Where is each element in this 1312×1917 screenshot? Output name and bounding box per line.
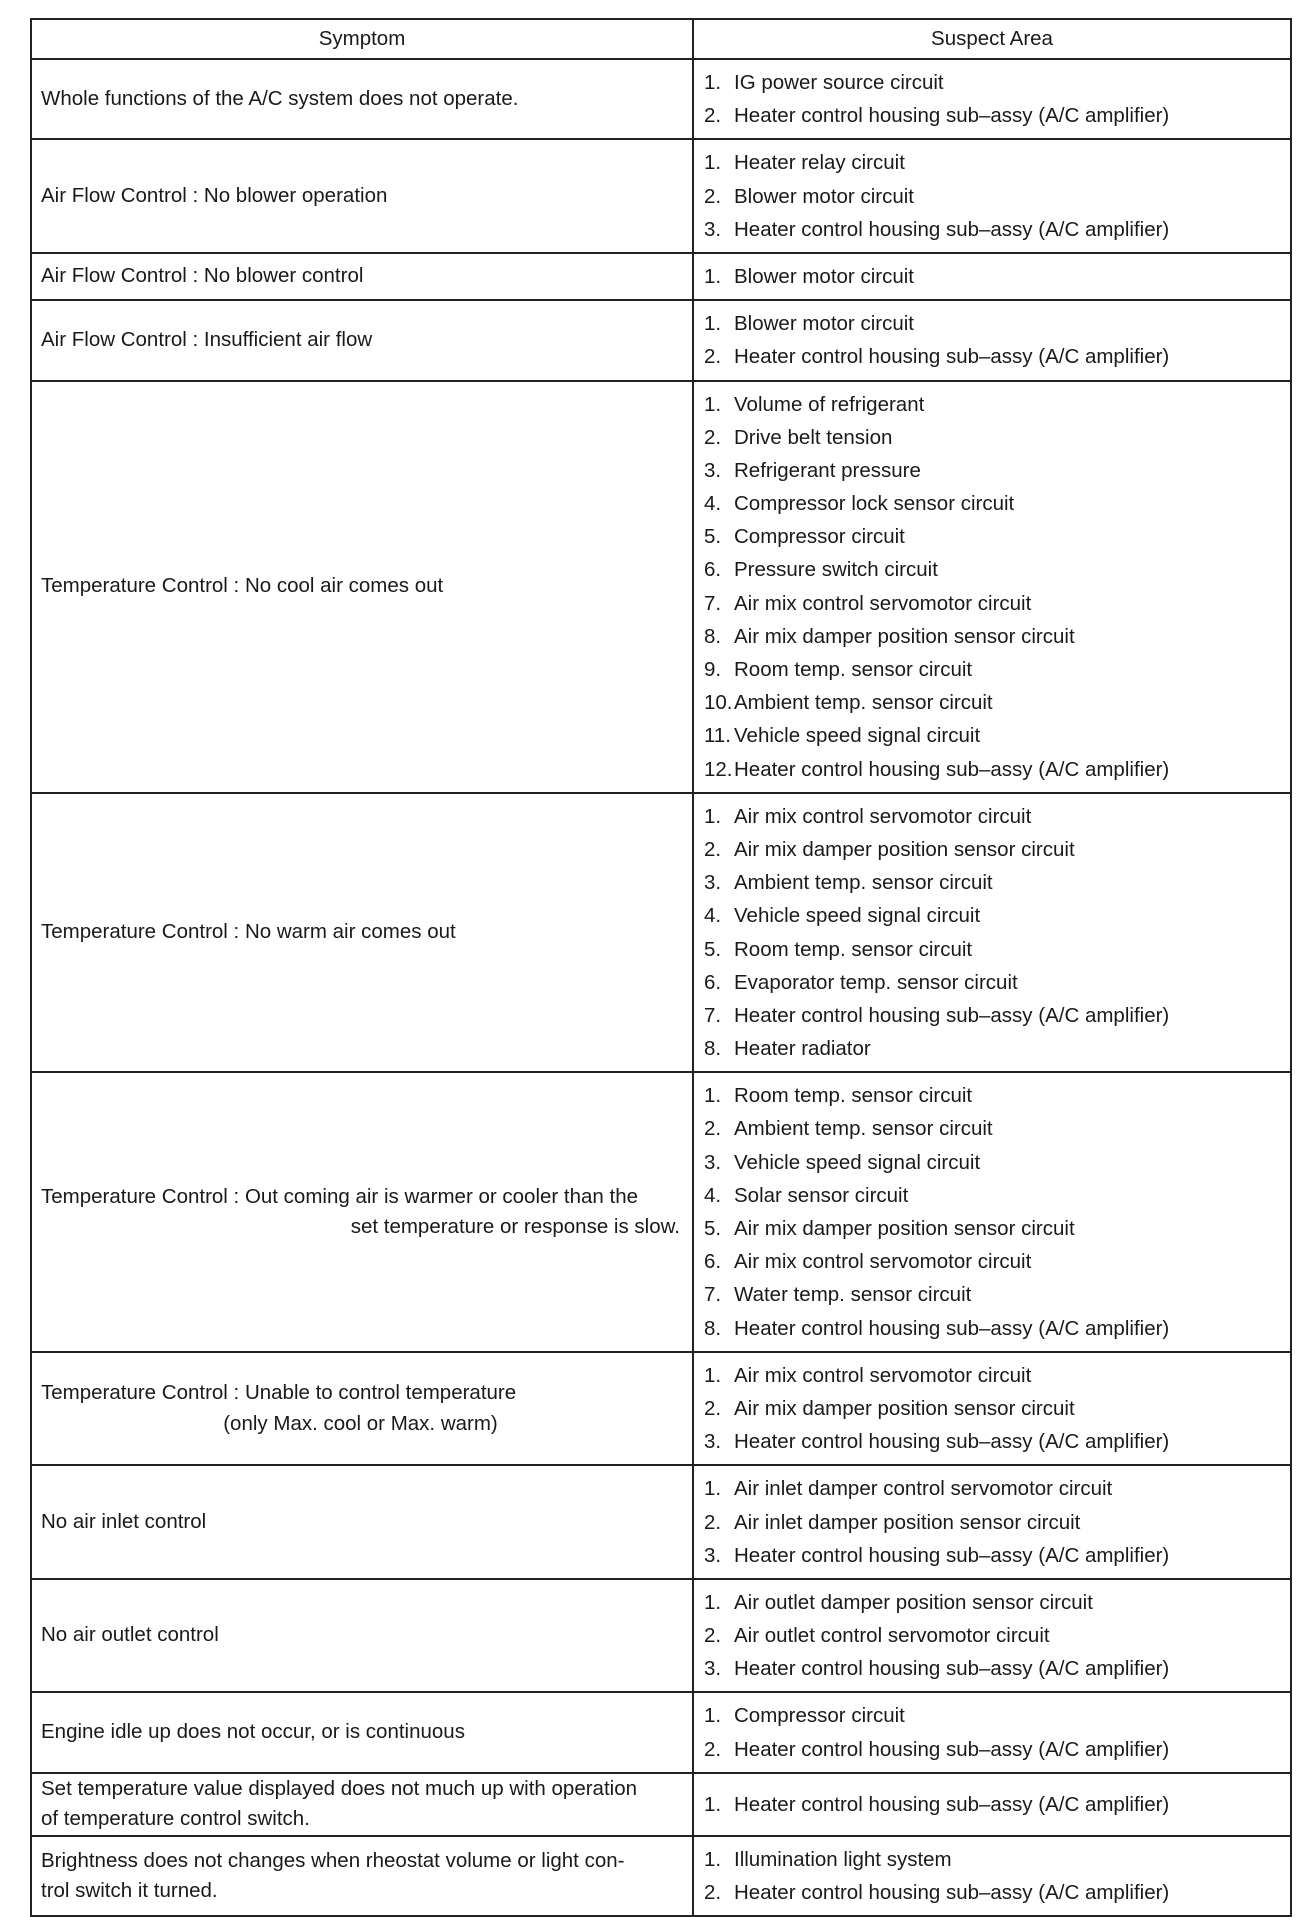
suspect-area-cell [693,59,1291,139]
item-text: Room temp. sensor circuit [734,658,973,681]
item-number: 3. [704,458,722,482]
table-row [31,1072,1291,1352]
item-text: Illumination light system [734,1847,952,1871]
symptom-cell [31,1465,693,1579]
item-text: Heater control housing sub–assy (A/C amplifier) [734,104,1170,128]
suspect-area-cell [693,139,1291,253]
item-number: 6. [704,1250,722,1274]
table-row [31,300,1291,380]
symptom-text: (only Max. cool or Max. warm) [223,1411,498,1435]
item-text: Air mix damper position sensor circuit [734,837,1075,861]
item-number: 7. [704,1003,722,1027]
table-body [31,59,1291,1916]
list-item [704,307,1282,340]
item-text: Heater control housing sub–assy (A/C amplifier) [734,1003,1170,1027]
suspect-area-list [704,1843,1282,1909]
item-text: Solar sensor circuit [734,1183,909,1207]
item-text: IG power source circuit [734,71,944,94]
item-text: Evaporator temp. sensor circuit [734,970,1018,994]
list-item [704,1788,1282,1821]
suspect-area-list [704,66,1282,132]
symptom-cell [31,1773,693,1836]
item-text: Air mix control servomotor circuit [734,804,1032,828]
table-row [31,1692,1291,1772]
suspect-area-list [704,146,1282,246]
suspect-area-list [704,260,1282,293]
list-item [704,1278,1282,1311]
item-number: 1. [704,1477,722,1501]
item-text: Volume of refrigerant [734,392,925,416]
list-item [704,1392,1282,1425]
list-item [704,487,1282,520]
list-item [704,1425,1282,1458]
suspect-area-list [704,1472,1282,1572]
item-text: Vehicle speed signal circuit [734,904,981,928]
item-number: 3. [704,1430,722,1454]
table-row [31,253,1291,300]
item-text: Blower motor circuit [734,184,914,208]
list-item [704,1212,1282,1245]
list-item [704,999,1282,1032]
list-item [704,1876,1282,1909]
item-number: 1. [704,264,722,288]
item-text: Heater control housing sub–assy (A/C amplifier) [734,757,1170,781]
item-text: Heater control housing sub–assy (A/C amplifier) [734,217,1170,241]
item-number: 4. [704,904,722,928]
item-text: Refrigerant pressure [734,458,921,482]
item-text: Air inlet damper control servomotor circuit [734,1477,1113,1501]
suspect-area-cell [693,1773,1291,1836]
symptom-text: Air Flow Control : No blower operation [41,183,388,207]
list-item [704,520,1282,553]
item-text: Blower motor circuit [734,312,914,336]
item-number: 1. [704,1590,722,1614]
item-number: 1. [704,1363,722,1387]
troubleshooting-table [30,18,1292,1917]
list-item [704,966,1282,999]
item-text: Heater control housing sub–assy (A/C amplifier) [734,1316,1170,1340]
suspect-area-list [704,1788,1282,1821]
item-number: 10. [704,691,733,715]
suspect-area-list [704,1699,1282,1765]
item-text: Compressor lock sensor circuit [734,492,1015,516]
item-text: Ambient temp. sensor circuit [734,1117,993,1141]
list-item [704,1112,1282,1145]
item-text: Water temp. sensor circuit [734,1283,972,1307]
list-item [704,1506,1282,1539]
item-number: 1. [704,71,722,94]
item-number: 8. [704,1037,722,1061]
list-item [704,866,1282,899]
item-number: 9. [704,658,722,681]
item-number: 12. [704,757,733,781]
item-number: 1. [704,1847,722,1871]
item-number: 7. [704,1283,722,1307]
symptom-cell [31,793,693,1073]
list-item [704,1843,1282,1876]
item-number: 3. [704,1543,722,1567]
list-item [704,454,1282,487]
symptom-text: Air Flow Control : Insufficient air flow [41,328,373,352]
item-number: 3. [704,1150,722,1174]
suspect-area-cell [693,1579,1291,1693]
symptom-cell [31,1579,693,1693]
list-item [704,388,1282,421]
list-item [704,1733,1282,1766]
item-text: Room temp. sensor circuit [734,1084,973,1108]
symptom-text: No air outlet control [41,1623,219,1647]
suspect-area-list [704,1079,1282,1345]
list-item [704,1179,1282,1212]
item-number: 8. [704,1316,722,1340]
list-item [704,1586,1282,1619]
item-number: 2. [704,184,722,208]
table-row [31,1579,1291,1693]
list-item [704,899,1282,932]
item-number: 1. [704,151,722,175]
table-row [31,139,1291,253]
suspect-area-list [704,307,1282,373]
item-number: 2. [704,425,722,449]
symptom-text: Whole functions of the A/C system does not operate. [41,86,519,110]
symptom-cell [31,253,693,300]
symptom-cell [31,59,693,139]
item-number: 11. [704,724,731,748]
symptom-cell [31,1072,693,1352]
symptom-cell [31,139,693,253]
item-number: 1. [704,392,722,416]
symptom-text: set temperature or response is slow. [350,1215,680,1238]
item-text: Ambient temp. sensor circuit [734,871,993,895]
item-number: 1. [704,1084,722,1108]
suspect-area-cell [693,381,1291,793]
item-number: 6. [704,558,722,582]
suspect-area-cell [693,1692,1291,1772]
item-number: 2. [704,1881,722,1904]
item-number: 1. [704,1704,722,1728]
list-item [704,833,1282,866]
suspect-area-list [704,1359,1282,1459]
list-item [704,1472,1282,1505]
item-number: 2. [704,1117,722,1141]
item-text: Vehicle speed signal circuit [734,1150,981,1174]
symptom-cell [31,1352,693,1466]
table-row [31,1773,1291,1836]
list-item [704,753,1282,786]
symptom-cell [31,381,693,793]
item-number: 6. [704,970,722,994]
table-row [31,381,1291,793]
item-text: Heater control housing sub–assy (A/C amplifier) [734,1657,1170,1681]
item-number: 4. [704,492,722,516]
symptom-cell [31,1836,693,1916]
item-text: Air mix damper position sensor circuit [734,1217,1075,1240]
item-text: Drive belt tension [734,425,893,449]
list-item [704,213,1282,246]
item-text: Heater control housing sub–assy (A/C amplifier) [734,1881,1170,1904]
symptom-text: Set temperature value displayed does not much up with operation [41,1776,638,1800]
list-item [704,1245,1282,1278]
suspect-area-list [704,1586,1282,1686]
item-number: 2. [704,1737,722,1761]
table-row [31,59,1291,139]
item-text: Air outlet control servomotor circuit [734,1624,1050,1648]
symptom-text: Temperature Control : No cool air comes out [41,574,444,598]
suspect-area-cell [693,1352,1291,1466]
item-number: 1. [704,1792,722,1816]
item-text: Air mix control servomotor circuit [734,591,1032,615]
list-item [704,1619,1282,1652]
symptom-text: Engine idle up does not occur, or is continuous [41,1720,465,1744]
suspect-area-list [704,388,1282,786]
list-item [704,653,1282,686]
list-item [704,340,1282,373]
list-item [704,686,1282,719]
item-number: 2. [704,345,722,369]
suspect-area-cell [693,1836,1291,1916]
list-item [704,1032,1282,1065]
symptom-text: Temperature Control : No warm air comes out [41,920,456,944]
suspect-area-list [704,800,1282,1066]
item-text: Air mix damper position sensor circuit [734,624,1075,648]
item-text: Heater control housing sub–assy (A/C amplifier) [734,1737,1170,1761]
list-item [704,146,1282,179]
item-text: Heater control housing sub–assy (A/C amplifier) [734,345,1170,369]
item-number: 1. [704,312,722,336]
document [30,18,1290,1917]
list-item [704,800,1282,833]
item-number: 3. [704,871,722,895]
symptom-text: Temperature Control : Unable to control temperature [41,1381,517,1405]
suspect-area-cell [693,253,1291,300]
item-text: Pressure switch circuit [734,558,938,582]
item-number: 2. [704,1396,722,1420]
item-text: Vehicle speed signal circuit [734,724,981,748]
symptom-header: Symptom [31,19,693,59]
list-item [704,587,1282,620]
item-number: 3. [704,217,722,241]
symptom-text: of temperature control switch. [41,1807,310,1831]
list-item [704,1146,1282,1179]
item-number: 7. [704,591,722,615]
item-text: Air mix control servomotor circuit [734,1363,1032,1387]
symptom-text: No air inlet control [41,1509,207,1533]
table-row [31,1352,1291,1466]
symptom-cell [31,1692,693,1772]
item-number: 5. [704,937,722,961]
symptom-cell [31,300,693,380]
table-row [31,793,1291,1073]
list-item [704,66,1282,99]
item-number: 1. [704,804,722,828]
item-text: Air mix control servomotor circuit [734,1250,1032,1274]
item-number: 5. [704,1217,722,1240]
list-item [704,719,1282,752]
item-text: Air mix damper position sensor circuit [734,1396,1075,1420]
item-number: 2. [704,104,722,128]
symptom-text: trol switch it turned. [41,1879,218,1902]
suspect-area-cell [693,793,1291,1073]
list-item [704,260,1282,293]
item-number: 5. [704,525,722,549]
symptom-text: Air Flow Control : No blower control [41,264,364,288]
item-text: Air inlet damper position sensor circuit [734,1510,1081,1534]
list-item [704,421,1282,454]
item-text: Heater control housing sub–assy (A/C amplifier) [734,1792,1170,1816]
suspect-area-header: Suspect Area [693,19,1291,59]
item-text: Heater radiator [734,1037,871,1061]
item-text: Compressor circuit [734,525,905,549]
symptom-text: Brightness does not changes when rheostat volume or light con- [41,1848,625,1872]
item-text: Blower motor circuit [734,264,914,288]
table-row [31,1836,1291,1916]
item-text: Air outlet damper position sensor circuit [734,1590,1093,1614]
list-item [704,553,1282,586]
list-item [704,180,1282,213]
list-item [704,1359,1282,1392]
list-item [704,620,1282,653]
item-text: Heater relay circuit [734,151,905,175]
table-row [31,1465,1291,1579]
item-text: Compressor circuit [734,1704,905,1728]
list-item [704,1312,1282,1345]
item-number: 2. [704,1510,722,1534]
item-text: Room temp. sensor circuit [734,937,973,961]
item-text: Heater control housing sub–assy (A/C amplifier) [734,1430,1170,1454]
item-number: 2. [704,1624,722,1648]
symptom-text: Temperature Control : Out coming air is warmer or cooler than the [41,1184,639,1208]
item-number: 8. [704,624,722,648]
list-item [704,1652,1282,1685]
suspect-area-cell [693,1465,1291,1579]
item-text: Heater control housing sub–assy (A/C amplifier) [734,1543,1170,1567]
item-number: 3. [704,1657,722,1681]
item-number: 4. [704,1183,722,1207]
list-item [704,99,1282,132]
list-item [704,1699,1282,1732]
list-item [704,933,1282,966]
list-item [704,1079,1282,1112]
list-item [704,1539,1282,1572]
suspect-area-cell [693,300,1291,380]
suspect-area-cell [693,1072,1291,1352]
item-text: Ambient temp. sensor circuit [734,691,993,715]
item-number: 2. [704,837,722,861]
table-header-row [31,19,1291,59]
